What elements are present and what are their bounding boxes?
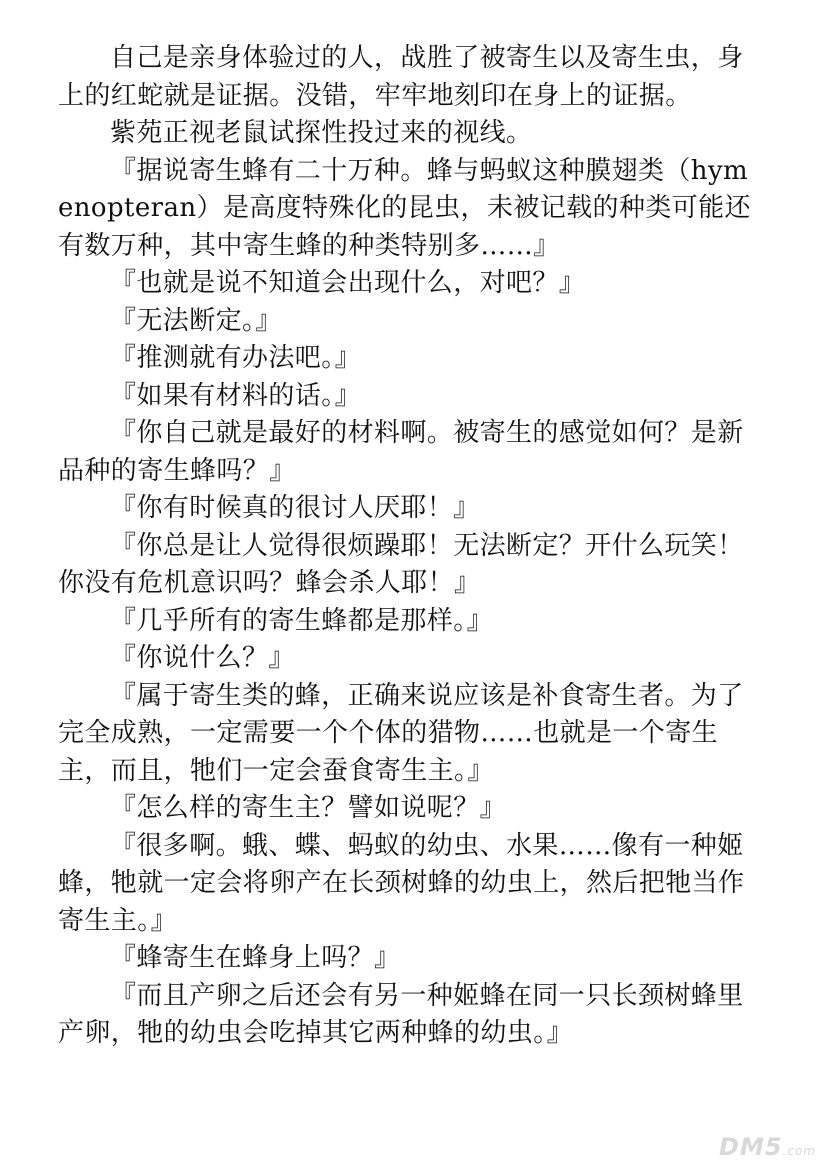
paragraph: 『你自己就是最好的材料啊。被寄生的感觉如何？是新品种的寄生蜂吗？』 xyxy=(58,418,744,486)
paragraph: 自己是亲身体验过的人，战胜了被寄生以及寄生虫，身上的红蛇就是证据。没错，牢牢地刻印在身上的证据。 xyxy=(58,43,744,111)
paragraph: 『很多啊。蛾、蝶、蚂蚁的幼虫、水果……像有一种姬蜂，牠就一定会将卵产在长颈树蜂的幼虫上，然后把牠当作寄生主。』 xyxy=(58,830,745,936)
paragraph: 『推测就有办法吧。』 xyxy=(110,343,362,373)
watermark-brand: DM5 xyxy=(719,1133,783,1161)
site-watermark xyxy=(719,1133,816,1161)
paragraph: 『几乎所有的寄生蜂都是那样。』 xyxy=(110,605,494,636)
paragraph: 『据说寄生蜂有二十万种。蜂与蚂蚁这种膜翅类（hymenopteran）是高度特殊化的昆虫，未被记载的种类可能还有数万种，其中寄生蜂的种类特别多……』 xyxy=(58,155,751,261)
paragraph: 『怎么样的寄生主？譬如说呢？』 xyxy=(110,793,507,823)
paragraph: 『蜂寄生在蜂身上吗？』 xyxy=(110,943,401,973)
paragraph: 『如果有材料的话。』 xyxy=(110,380,362,411)
paragraph: 『属于寄生类的蜂，正确来说应该是补食寄生者。为了完全成熟，一定需要一个个体的猎物……也就是一个寄生主，而且，牠们一定会蚕食寄生主。』 xyxy=(58,680,744,786)
paragraph: 『你说什么？』 xyxy=(110,643,295,673)
paragraph: 『无法断定。』 xyxy=(110,305,282,336)
paragraph: 紫苑正视老鼠试探性投过来的视线。 xyxy=(110,118,533,148)
watermark-tld: .com xyxy=(782,1144,816,1158)
paragraph: 『你总是让人觉得很烦躁耶！无法断定？开什么玩笑！你没有危机意识吗？蜂会杀人耶！』 xyxy=(58,530,744,598)
paragraph: 『也就是说不知道会出现什么，对吧？』 xyxy=(110,268,586,298)
paragraph: 『你有时候真的很讨人厌耶！』 xyxy=(110,493,480,523)
paragraph: 『而且产卵之后还会有另一种姬蜂在同一只长颈树蜂里产卵，牠的幼虫会吃掉其它两种蜂的幼虫。』 xyxy=(58,980,744,1048)
document-body xyxy=(58,40,758,1053)
